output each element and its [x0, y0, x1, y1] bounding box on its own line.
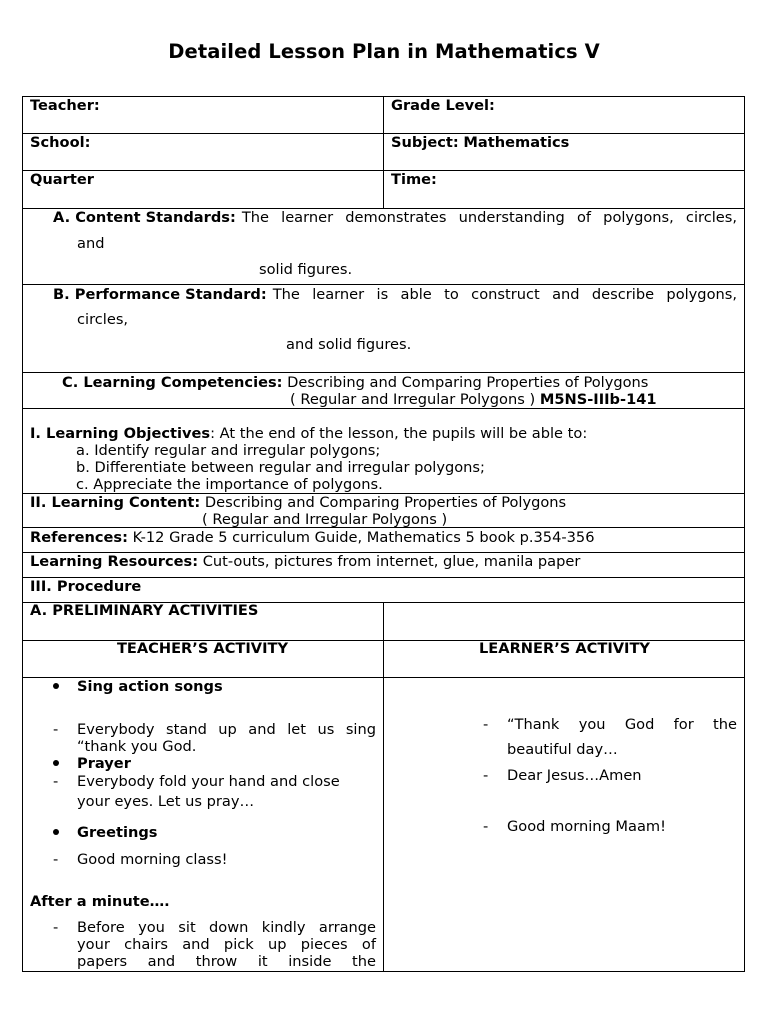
subject-label: Subject:	[391, 134, 459, 151]
objective-item: a. Identify regular and irregular polygons;	[76, 442, 381, 459]
content-standards-text-2: and	[77, 235, 105, 252]
column-divider	[383, 96, 384, 208]
learning-competencies-line-2	[290, 391, 657, 408]
references-text: K-12 Grade 5 curriculum Guide, Mathematics 5 book p.354-356	[132, 529, 595, 546]
learning-competencies-label: C. Learning Competencies:	[62, 374, 283, 391]
dash-icon: -	[53, 773, 59, 790]
learner-reply-2: Dear Jesus…Amen	[507, 767, 642, 784]
content-standards-text: The learner demonstrates understanding of polygons, circles,	[241, 209, 737, 226]
sing-heading: Sing action songs	[77, 678, 223, 695]
learning-objectives	[30, 425, 587, 442]
dash-icon: -	[483, 767, 489, 784]
time-label: Time:	[391, 171, 437, 188]
bullet-icon	[53, 683, 59, 689]
learning-resources-label: Learning Resources:	[30, 553, 199, 570]
after-line-2-text: your chairs and pick up pieces of	[77, 936, 376, 953]
subject-cell	[391, 134, 569, 151]
grade-level-label: Grade Level:	[391, 97, 495, 114]
references-label: References:	[30, 529, 128, 546]
performance-standard	[53, 286, 737, 303]
performance-standard-label: B. Performance Standard:	[53, 286, 267, 303]
bullet-icon	[53, 829, 59, 835]
prayer-line-1: Everybody fold your hand and close	[77, 773, 340, 790]
greetings-heading: Greetings	[77, 824, 158, 841]
prayer-heading: Prayer	[77, 755, 131, 772]
subject-value: Mathematics	[463, 134, 570, 151]
learning-objectives-intro: : At the end of the lesson, the pupils will be able to:	[210, 425, 588, 442]
content-standards-label: A. Content Standards:	[53, 209, 236, 226]
learner-activity-header: LEARNER’S ACTIVITY	[479, 640, 650, 657]
after-line-2	[77, 936, 376, 953]
row-divider	[22, 372, 745, 373]
learning-competencies	[62, 374, 648, 391]
preliminary-activities-heading: A. PRELIMINARY ACTIVITIES	[30, 602, 259, 619]
teacher-label: Teacher:	[30, 97, 100, 114]
after-line-3	[77, 953, 376, 970]
school-label: School:	[30, 134, 91, 151]
competency-code: M5NS-IIIb-141	[539, 391, 657, 408]
procedure-heading: III. Procedure	[30, 578, 142, 595]
learner-reply-3: Good morning Maam!	[507, 818, 666, 835]
learning-content-text: Describing and Comparing Properties of Polygons	[204, 494, 567, 511]
learning-content-label: II. Learning Content:	[30, 494, 201, 511]
sing-line-1-text: Everybody stand up and let us sing	[77, 721, 376, 738]
performance-standard-text-2: circles,	[77, 311, 129, 328]
content-standards	[53, 209, 737, 226]
content-standards-text-3: solid figures.	[259, 261, 353, 278]
after-line-1	[77, 919, 376, 936]
learning-resources-text: Cut-outs, pictures from internet, glue, manila paper	[202, 553, 581, 570]
objective-item: b. Differentiate between regular and irregular polygons;	[76, 459, 485, 476]
dash-icon: -	[53, 851, 59, 868]
performance-standard-text: The learner is able to construct and describe polygons,	[272, 286, 737, 303]
sing-line-1	[77, 721, 376, 738]
page-title: Detailed Lesson Plan in Mathematics V	[168, 40, 600, 63]
row-divider	[22, 284, 745, 285]
greetings-line: Good morning class!	[77, 851, 228, 868]
row-divider	[22, 408, 745, 409]
learning-competencies-text-2: ( Regular and Irregular Polygons )	[290, 391, 536, 408]
prayer-line-2: your eyes. Let us pray…	[77, 793, 255, 810]
learning-competencies-text: Describing and Comparing Properties of Polygons	[287, 374, 649, 391]
learning-content-text-2: ( Regular and Irregular Polygons )	[202, 511, 448, 528]
learner-reply-1a-text: “Thank you God for the	[507, 716, 737, 733]
learner-reply-1b: beautiful day…	[507, 741, 618, 758]
objective-item: c. Appreciate the importance of polygons.	[76, 476, 383, 493]
learner-reply-1a	[507, 716, 737, 733]
after-line-1-text: Before you sit down kindly arrange	[77, 919, 376, 936]
after-line-3-text: papers and throw it inside the	[77, 953, 376, 970]
sing-line-2: “thank you God.	[77, 738, 197, 755]
after-minute-heading: After a minute….	[30, 893, 170, 910]
bullet-icon	[53, 760, 59, 766]
references	[30, 529, 595, 546]
learning-resources	[30, 553, 580, 570]
learning-content	[30, 494, 566, 511]
quarter-label: Quarter	[30, 171, 94, 188]
teacher-activity-header: TEACHER’S ACTIVITY	[116, 640, 289, 657]
column-divider	[383, 602, 384, 972]
performance-standard-text-3: and solid figures.	[286, 336, 412, 353]
dash-icon: -	[53, 919, 59, 936]
learning-objectives-label: I. Learning Objectives	[30, 425, 211, 442]
dash-icon: -	[483, 716, 489, 733]
dash-icon: -	[483, 818, 489, 835]
dash-icon: -	[53, 721, 59, 738]
